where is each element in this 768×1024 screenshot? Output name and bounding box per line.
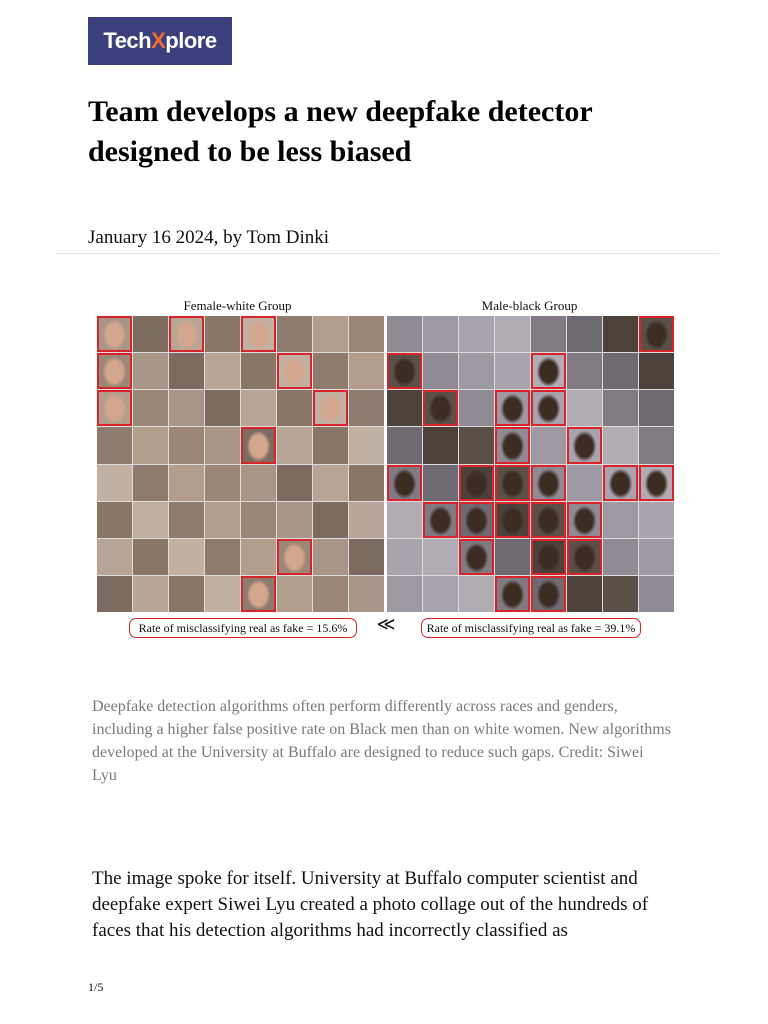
face-thumbnail xyxy=(313,316,348,352)
face-thumbnail xyxy=(241,502,276,538)
face-thumbnail xyxy=(277,316,312,352)
face-thumbnail xyxy=(495,316,530,352)
right-group-label: Male-black Group xyxy=(481,298,578,313)
figure-caption: Deepfake detection algorithms often perform differently across races and genders, including a higher false positive rate on Black men than on white women. New algorithms developed at the University at Buffalo are designed to reduce such gaps. Credit: Siwei Lyu xyxy=(92,698,671,784)
face-thumbnail xyxy=(205,353,240,389)
face-thumbnail xyxy=(169,427,204,463)
article-body: The image spoke for itself. University at Buffalo computer scientist and deepfake expert Siwei Lyu created a photo collage out of the hundreds of faces that his detection algorithms had incorrectly classified as xyxy=(92,868,649,941)
face-thumbnail xyxy=(495,576,530,612)
left-rate-label: Rate of misclassifying real as fake = 15.6% xyxy=(129,618,357,638)
face-thumbnail xyxy=(495,353,530,389)
face-thumbnail xyxy=(133,390,168,426)
face-thumbnail xyxy=(423,576,458,612)
face-thumbnail xyxy=(423,427,458,463)
face-thumbnail xyxy=(169,390,204,426)
face-thumbnail xyxy=(459,576,494,612)
face-thumbnail xyxy=(531,353,566,389)
right-rate-label: Rate of misclassifying real as fake = 39.1% xyxy=(421,618,641,638)
face-thumbnail xyxy=(459,427,494,463)
face-thumbnail xyxy=(133,465,168,501)
face-thumbnail xyxy=(531,539,566,575)
face-thumbnail xyxy=(205,576,240,612)
face-thumbnail xyxy=(313,465,348,501)
face-thumbnail xyxy=(241,465,276,501)
face-grid-right xyxy=(387,316,674,612)
face-thumbnail xyxy=(169,316,204,352)
comparison-symbol: ≪ xyxy=(376,614,396,634)
face-thumbnail xyxy=(349,465,384,501)
face-thumbnail xyxy=(423,353,458,389)
face-thumbnail xyxy=(313,427,348,463)
face-thumbnail xyxy=(387,390,422,426)
face-thumbnail xyxy=(349,427,384,463)
face-thumbnail xyxy=(169,576,204,612)
face-thumbnail xyxy=(603,316,638,352)
face-thumbnail xyxy=(133,502,168,538)
face-thumbnail xyxy=(133,427,168,463)
face-thumbnail xyxy=(567,316,602,352)
face-thumbnail xyxy=(387,316,422,352)
face-thumbnail xyxy=(387,539,422,575)
face-thumbnail xyxy=(603,502,638,538)
face-thumbnail xyxy=(639,427,674,463)
face-thumbnail xyxy=(387,427,422,463)
face-thumbnail xyxy=(423,390,458,426)
face-thumbnail xyxy=(349,316,384,352)
face-thumbnail xyxy=(277,390,312,426)
face-thumbnail xyxy=(423,502,458,538)
face-thumbnail xyxy=(277,427,312,463)
face-thumbnail xyxy=(277,465,312,501)
face-thumbnail xyxy=(97,316,132,352)
logo-text: TechXplore xyxy=(103,28,217,53)
face-thumbnail xyxy=(459,390,494,426)
face-thumbnail xyxy=(387,465,422,501)
face-thumbnail xyxy=(169,502,204,538)
face-thumbnail xyxy=(169,465,204,501)
face-thumbnail xyxy=(639,316,674,352)
face-thumbnail xyxy=(241,353,276,389)
face-thumbnail xyxy=(603,465,638,501)
face-thumbnail xyxy=(313,539,348,575)
face-thumbnail xyxy=(277,353,312,389)
face-thumbnail xyxy=(97,502,132,538)
face-thumbnail xyxy=(567,353,602,389)
face-thumbnail xyxy=(97,427,132,463)
face-thumbnail xyxy=(387,502,422,538)
face-thumbnail xyxy=(495,427,530,463)
face-thumbnail xyxy=(387,576,422,612)
face-thumbnail xyxy=(531,427,566,463)
face-thumbnail xyxy=(531,502,566,538)
face-thumbnail xyxy=(205,427,240,463)
face-thumbnail xyxy=(495,465,530,501)
article-byline: January 16 2024, by Tom Dinki xyxy=(88,227,330,248)
face-thumbnail xyxy=(241,390,276,426)
face-thumbnail xyxy=(495,502,530,538)
face-thumbnail xyxy=(241,427,276,463)
face-thumbnail xyxy=(639,390,674,426)
face-thumbnail xyxy=(567,539,602,575)
face-thumbnail xyxy=(531,316,566,352)
face-thumbnail xyxy=(603,353,638,389)
face-thumbnail xyxy=(277,502,312,538)
face-thumbnail xyxy=(531,576,566,612)
face-thumbnail xyxy=(277,576,312,612)
face-thumbnail xyxy=(133,539,168,575)
face-thumbnail xyxy=(205,502,240,538)
face-thumbnail xyxy=(241,576,276,612)
face-thumbnail xyxy=(277,539,312,575)
face-thumbnail xyxy=(639,539,674,575)
face-thumbnail xyxy=(349,502,384,538)
face-thumbnail xyxy=(423,465,458,501)
face-thumbnail xyxy=(205,539,240,575)
face-thumbnail xyxy=(567,502,602,538)
face-thumbnail xyxy=(567,427,602,463)
face-thumbnail xyxy=(205,316,240,352)
face-grid-left xyxy=(97,316,384,612)
face-thumbnail xyxy=(133,316,168,352)
face-thumbnail xyxy=(97,390,132,426)
face-thumbnail xyxy=(241,316,276,352)
face-thumbnail xyxy=(313,390,348,426)
face-thumbnail xyxy=(133,353,168,389)
face-thumbnail xyxy=(639,502,674,538)
face-thumbnail xyxy=(639,353,674,389)
face-thumbnail xyxy=(495,539,530,575)
face-thumbnail xyxy=(423,316,458,352)
face-thumbnail xyxy=(169,353,204,389)
face-thumbnail xyxy=(313,353,348,389)
face-thumbnail xyxy=(459,502,494,538)
face-thumbnail xyxy=(241,539,276,575)
left-group-label: Female-white Group xyxy=(183,298,292,313)
face-thumbnail xyxy=(495,390,530,426)
face-thumbnail xyxy=(567,465,602,501)
face-thumbnail xyxy=(639,576,674,612)
face-thumbnail xyxy=(169,539,204,575)
face-thumbnail xyxy=(349,353,384,389)
face-thumbnail xyxy=(423,539,458,575)
face-thumbnail xyxy=(387,353,422,389)
face-thumbnail xyxy=(567,576,602,612)
face-thumbnail xyxy=(639,465,674,501)
techxplore-logo[interactable] xyxy=(88,17,232,65)
page-number: 1/5 xyxy=(88,980,104,994)
face-thumbnail xyxy=(205,390,240,426)
article-title: Team develops a new deepfake detector designed to be less biased xyxy=(88,95,593,168)
face-thumbnail xyxy=(97,465,132,501)
face-thumbnail xyxy=(603,539,638,575)
face-thumbnail xyxy=(603,576,638,612)
face-thumbnail xyxy=(603,427,638,463)
face-thumbnail xyxy=(603,390,638,426)
face-thumbnail xyxy=(349,539,384,575)
face-thumbnail xyxy=(531,465,566,501)
face-thumbnail xyxy=(567,390,602,426)
face-thumbnail xyxy=(313,576,348,612)
face-thumbnail xyxy=(349,576,384,612)
face-thumbnail xyxy=(97,353,132,389)
face-thumbnail xyxy=(459,539,494,575)
face-thumbnail xyxy=(531,390,566,426)
face-thumbnail xyxy=(313,502,348,538)
article-figure xyxy=(95,298,677,640)
face-thumbnail xyxy=(133,576,168,612)
divider xyxy=(55,253,719,254)
face-thumbnail xyxy=(349,390,384,426)
face-thumbnail xyxy=(459,465,494,501)
face-thumbnail xyxy=(97,539,132,575)
face-thumbnail xyxy=(459,316,494,352)
face-thumbnail xyxy=(459,353,494,389)
face-thumbnail xyxy=(97,576,132,612)
face-thumbnail xyxy=(205,465,240,501)
